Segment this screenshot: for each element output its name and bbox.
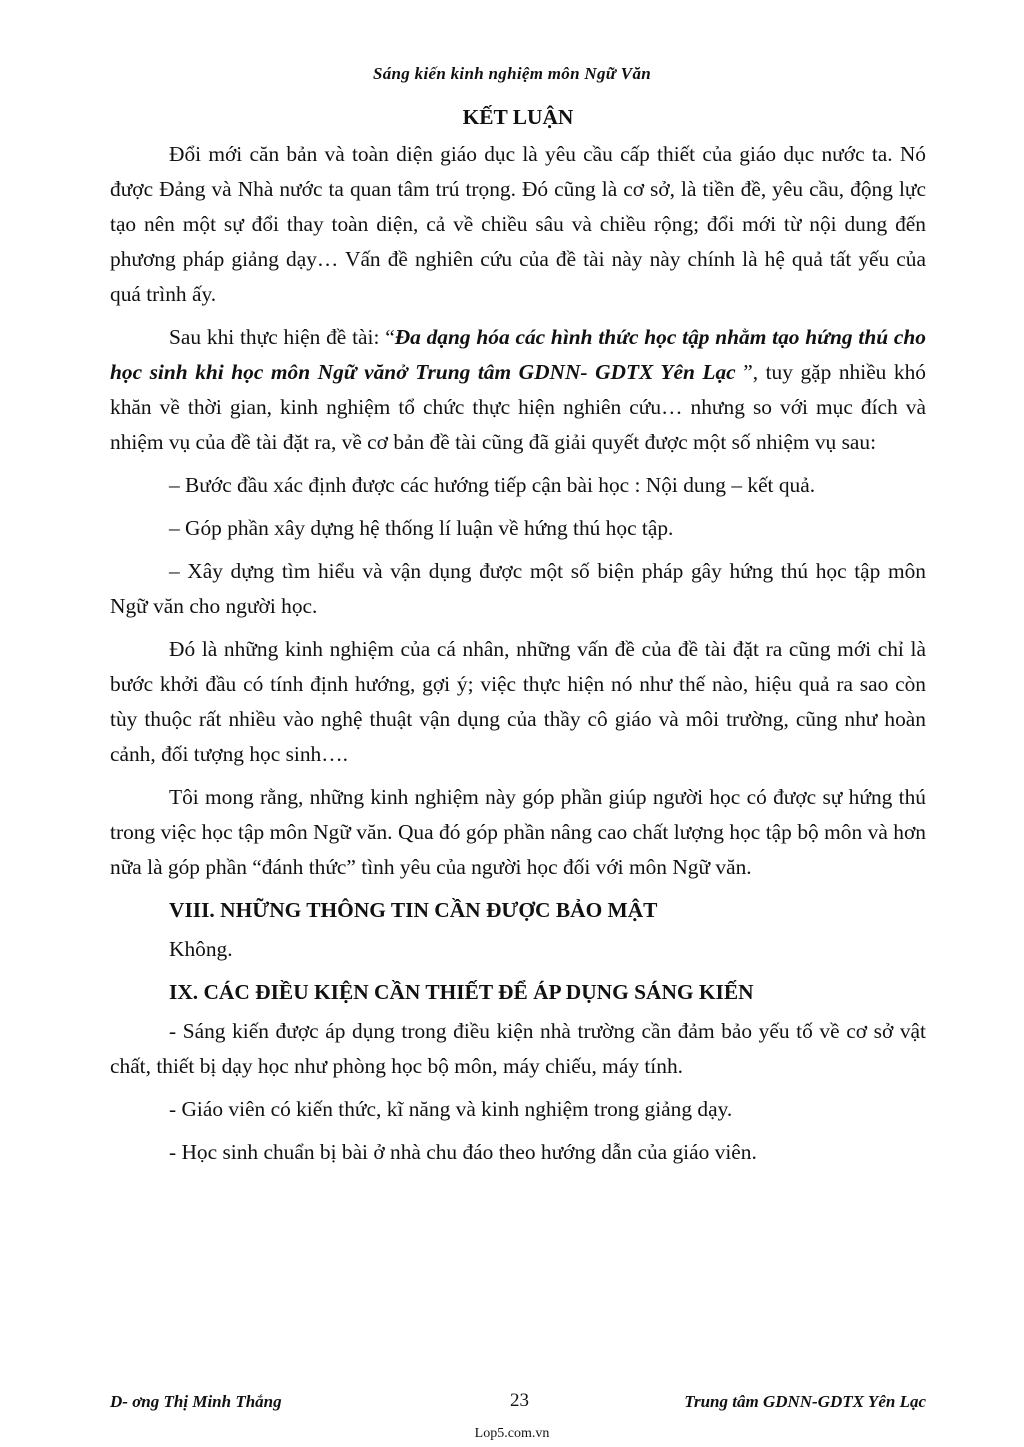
section-9-item: - Học sinh chuẩn bị bài ở nhà chu đáo theo hướng dẫn của giáo viên. — [169, 1140, 757, 1164]
page-number: 23 — [510, 1390, 529, 1411]
page-footer — [110, 1392, 926, 1416]
conclusion-heading: KẾT LUẬN — [462, 105, 574, 129]
section-8-body: Không. — [169, 937, 233, 961]
footer-author: D- ơng Thị Minh Thắng — [110, 1392, 282, 1411]
conclusion-paragraph-3: Đó là những kinh nghiệm của cá nhân, những vấn đề của đề tài đặt ra cũng mới chỉ là bước khởi đầu có tính định hướng, gợi ý; việc thực hiện nó như thế nào, hiệu quả ra sao còn tùy thuộc rất nhiều vào nghệ thuật vận dụng của thầy cô giáo và môi trường, cũng như hoàn cảnh, đối tượng học sinh…. — [110, 637, 926, 766]
conclusion-paragraph-1: Đổi mới căn bản và toàn diện giáo dục là yêu cầu cấp thiết của giáo dục nước ta. Nó được Đảng và Nhà nước ta quan tâm trú trọng. Đó cũng là cơ sở, là tiền đề, yêu cầu, động lực tạo nên một sự đổi thay toàn diện, cả về chiều sâu và chiều rộng; đổi mới từ nội dung đến phương pháp giảng dạy… Vấn đề nghiên cứu của đề tài này này chính là hệ quả tất yếu của quá trình ấy. — [110, 142, 926, 306]
bullet-item: – Xây dựng tìm hiểu và vận dụng được một số biện pháp gây hứng thú học tập môn Ngữ văn cho người học. — [110, 559, 926, 618]
source-watermark-text: Lop5.com.vn — [474, 1426, 550, 1441]
footer-center-name: Trung tâm GDNN-GDTX Yên Lạc — [684, 1392, 926, 1411]
section-8-heading: VIII. NHỮNG THÔNG TIN CẦN ĐƯỢC BẢO MẬT — [169, 898, 658, 922]
conclusion-paragraph-2 — [110, 320, 926, 460]
conclusion-paragraph-4: Tôi mong rằng, những kinh nghiệm này góp phần giúp người học có được sự hứng thú trong việc học tập môn Ngữ văn. Qua đó góp phần nâng cao chất lượng học tập bộ môn và hơn nữa là góp phần “đánh thức” tình yêu của người học đối với môn Ngữ văn. — [110, 785, 926, 879]
bullet-item: – Góp phần xây dựng hệ thống lí luận về hứng thú học tập. — [169, 516, 674, 540]
section-9-item: - Giáo viên có kiến thức, kĩ năng và kinh nghiệm trong giảng dạy. — [169, 1097, 733, 1121]
section-9-heading: IX. CÁC ĐIỀU KIỆN CẦN THIẾT ĐỂ ÁP DỤNG SÁNG KIẾN — [169, 980, 754, 1004]
running-header: Sáng kiến kinh nghiệm môn Ngữ Văn — [373, 64, 651, 83]
bullet-item: – Bước đầu xác định được các hướng tiếp cận bài học : Nội dung – kết quả. — [169, 473, 816, 497]
topic-title: Đa dạng hóa các hình thức học tập nhằm tạo hứng thú cho học sinh khi học môn Ngữ vănở Trung tâm GDNN- GDTX Yên Lạc — [110, 325, 926, 384]
section-9-item: - Sáng kiến được áp dụng trong điều kiện nhà trường cần đảm bảo yếu tố về cơ sở vật chất, thiết bị dạy học như phòng học bộ môn, máy chiếu, máy tính. — [110, 1019, 926, 1078]
paragraph-2-lead: Sau khi thực hiện đề tài: “ — [169, 325, 395, 349]
page-content — [110, 100, 926, 1178]
paragraph-2-rest: ”, tuy gặp nhiều khó khăn về thời gian, kinh nghiệm tổ chức thực hiện nghiên cứu… nhưng so với mục đích và nhiệm vụ của đề tài đặt ra, về cơ bản đề tài cũng đã giải quyết được một số nhiệm vụ sau: — [110, 360, 926, 454]
